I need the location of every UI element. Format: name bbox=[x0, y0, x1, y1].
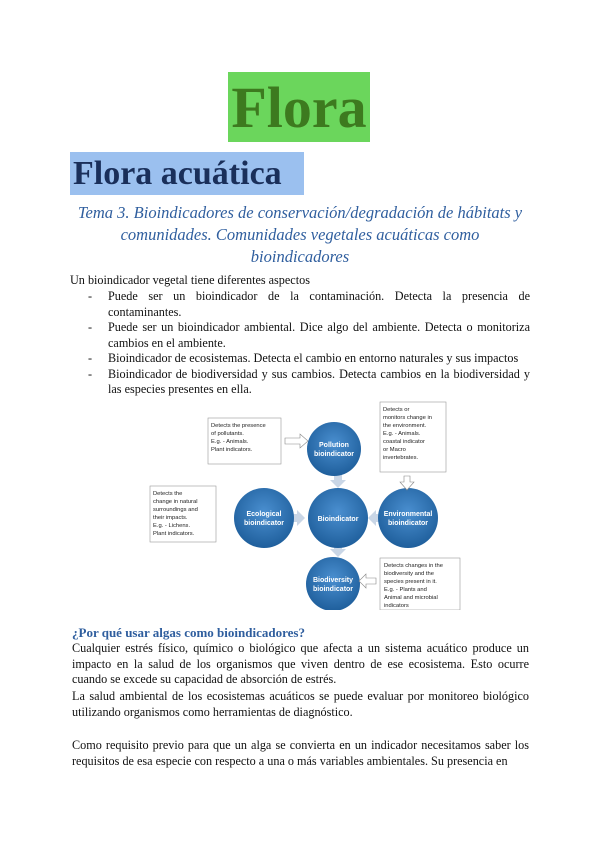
pollution-circle bbox=[307, 422, 361, 476]
svg-text:change in natural: change in natural bbox=[153, 499, 198, 505]
svg-text:Detects the presence: Detects the presence bbox=[211, 423, 266, 429]
list-item: - Bioindicador de ecosistemas. Detecta el cambio en entorno naturales y sus impactos bbox=[88, 351, 519, 365]
svg-text:coastal indicator: coastal indicator bbox=[383, 439, 425, 445]
list-item: - Puede ser un bioindicador ambiental. Dice algo del ambiente. Detecta o monitoriza cambios en el ambiente. bbox=[88, 320, 530, 350]
arrow-up bbox=[330, 474, 346, 488]
pollution-label: Pollution bbox=[319, 442, 349, 449]
intro-text: Un bioindicador vegetal tiene diferentes aspectos bbox=[70, 273, 310, 287]
environmental-circle bbox=[378, 488, 438, 548]
svg-text:E.g. - Animals.: E.g. - Animals. bbox=[211, 439, 249, 445]
biodiversity-box-arrow bbox=[359, 574, 376, 588]
environmental-box-arrow bbox=[400, 476, 414, 490]
ecological-label: Ecological bbox=[246, 511, 282, 518]
svg-text:species present in it.: species present in it. bbox=[384, 579, 437, 585]
svg-text:monitors change in: monitors change in bbox=[383, 415, 432, 421]
svg-text:invertebrates.: invertebrates. bbox=[383, 455, 419, 461]
topic-heading: Tema 3. Bioindicadores de conservación/degradación de hábitats y comunidades. Comunidades vegetales acuáticas como bioindicadores bbox=[77, 203, 523, 266]
bullet-list bbox=[86, 289, 530, 398]
svg-text:surroundings and: surroundings and bbox=[153, 507, 198, 513]
svg-text:Detects the: Detects the bbox=[153, 491, 183, 497]
svg-text:Detects changes in the: Detects changes in the bbox=[384, 563, 443, 569]
section-title: Flora acuática bbox=[70, 152, 304, 195]
algae-heading: ¿Por qué usar algas como bioindicadores? bbox=[72, 625, 305, 640]
environmental-label-2: bioindicator bbox=[387, 520, 429, 527]
svg-text:Animal and microbial: Animal and microbial bbox=[384, 595, 438, 601]
list-item: - Puede ser un bioindicador de la contaminación. Detecta la presencia de contaminantes. bbox=[88, 289, 530, 319]
environmental-label: Environmental bbox=[383, 511, 433, 518]
svg-text:E.g. - Lichens.: E.g. - Lichens. bbox=[153, 523, 191, 529]
pollution-box-arrow bbox=[285, 434, 308, 448]
svg-text:or Macro: or Macro bbox=[383, 447, 406, 453]
svg-text:biodiversity and the: biodiversity and the bbox=[384, 571, 434, 577]
svg-text:E.g. - Plants and: E.g. - Plants and bbox=[384, 587, 427, 593]
svg-text:indicators: indicators bbox=[384, 603, 409, 609]
svg-text:Plant indicators.: Plant indicators. bbox=[211, 447, 253, 453]
svg-text:Plant indicators.: Plant indicators. bbox=[153, 531, 195, 537]
ecological-circle bbox=[234, 488, 294, 548]
ecological-label-2: bioindicator bbox=[243, 520, 285, 527]
bioindicator-diagram bbox=[140, 400, 470, 610]
biodiversity-label: Biodiversity bbox=[312, 577, 354, 584]
page-title: Flora bbox=[231, 75, 367, 140]
pollution-label-2: bioindicator bbox=[313, 451, 355, 458]
svg-text:E.g. - Animals.: E.g. - Animals. bbox=[383, 431, 421, 437]
paragraph-2: La salud ambiental de los ecosistemas acuáticos se puede evaluar por monitoreo biológico utilizando organismos como herramientas de diagnóstico. bbox=[72, 689, 529, 719]
list-item: - Bioindicador de biodiversidad y sus cambios. Detecta cambios en la biodiversidad y las especies presentes en ella. bbox=[88, 366, 530, 396]
svg-text:the environment.: the environment. bbox=[383, 423, 427, 429]
svg-text:of pollutants.: of pollutants. bbox=[211, 431, 244, 437]
center-label: Bioindicator bbox=[317, 516, 359, 523]
svg-text:their impacts.: their impacts. bbox=[153, 515, 188, 521]
paragraph-1: Cualquier estrés físico, químico o biológico que afecta a un sistema acuático produce un impacto en la salud de los organismos que viven dentro de ese ecosistema. Esto ocurre cuando se excede su capacidad de absorción de estrés. bbox=[72, 641, 529, 686]
svg-text:Detects or: Detects or bbox=[383, 407, 410, 413]
paragraph-3: Como requisito previo para que un alga se convierta en un indicador necesitamos saber los requisitos de esa especie con respecto a una o más variables ambientales. Su presencia en bbox=[72, 738, 529, 768]
biodiversity-label-2: bioindicator bbox=[312, 586, 354, 593]
